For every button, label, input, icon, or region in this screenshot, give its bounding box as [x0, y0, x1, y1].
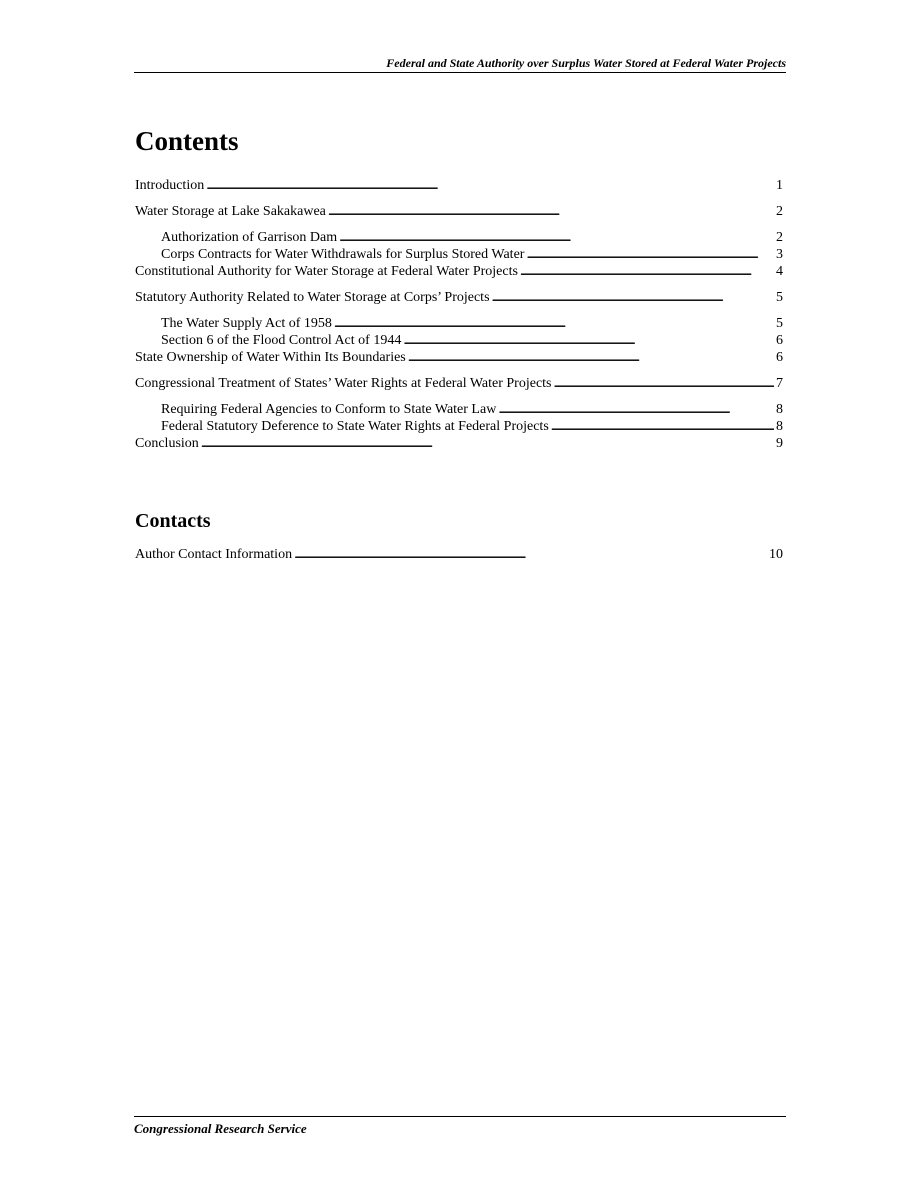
- dot-leader: [334, 315, 774, 332]
- toc-entry-title: Introduction: [135, 178, 205, 193]
- toc-entry-page: 9: [776, 436, 783, 451]
- toc-entry-title: Section 6 of the Flood Control Act of 1944: [161, 333, 402, 348]
- toc-entry-page: 8: [776, 419, 783, 434]
- dot-leader: [403, 332, 774, 349]
- dot-leader: [551, 418, 774, 435]
- contacts-list: [135, 546, 783, 563]
- toc-entry-corps-contracts[interactable]: [135, 246, 783, 263]
- toc-entry-title: State Ownership of Water Within Its Boundaries: [135, 350, 406, 365]
- toc-entry-section-6-flood-control-act[interactable]: [135, 332, 783, 349]
- contents-heading: Contents: [135, 126, 239, 156]
- toc-entry-page: 8: [776, 402, 783, 417]
- toc-entry-page: 5: [776, 290, 783, 305]
- toc-entry-page: 6: [776, 350, 783, 365]
- toc-entry-constitutional-authority[interactable]: [135, 263, 783, 280]
- dot-leader: [554, 375, 775, 392]
- dot-leader: [492, 289, 774, 306]
- running-header: Federal and State Authority over Surplus Water Stored at Federal Water Projects: [134, 56, 786, 73]
- toc-entry-page: 6: [776, 333, 783, 348]
- toc-entry-statutory-authority[interactable]: [135, 289, 783, 306]
- dot-leader: [201, 435, 774, 452]
- toc-entry-federal-statutory-deference[interactable]: [135, 418, 783, 435]
- toc-entry-title: Constitutional Authority for Water Storage at Federal Water Projects: [135, 264, 518, 279]
- dot-leader: [520, 263, 774, 280]
- toc-entry-title: Conclusion: [135, 436, 199, 451]
- toc-entry-conclusion[interactable]: [135, 435, 783, 452]
- toc-entry-page: 7: [776, 376, 783, 391]
- dot-leader: [526, 246, 774, 263]
- toc-entry-state-ownership-of-water[interactable]: [135, 349, 783, 366]
- toc-entry-introduction[interactable]: [135, 177, 783, 194]
- contacts-heading: Contacts: [135, 510, 211, 532]
- toc-entry-water-storage-lake-sakakawea[interactable]: [135, 203, 783, 220]
- toc-entry-title: Water Storage at Lake Sakakawea: [135, 204, 326, 219]
- toc-entry-title: The Water Supply Act of 1958: [161, 316, 332, 331]
- toc-entry-title: Statutory Authority Related to Water Storage at Corps’ Projects: [135, 290, 490, 305]
- toc-entry-title: Requiring Federal Agencies to Conform to State Water Law: [161, 402, 497, 417]
- toc-entry-title: Author Contact Information: [135, 547, 293, 562]
- dot-leader: [328, 203, 774, 220]
- toc-entry-page: 3: [776, 247, 783, 262]
- toc-entry-requiring-federal-agencies[interactable]: [135, 401, 783, 418]
- dot-leader: [408, 349, 774, 366]
- toc-entry-congressional-treatment[interactable]: [135, 375, 783, 392]
- toc-entry-title: Corps Contracts for Water Withdrawals for Surplus Stored Water: [161, 247, 525, 262]
- toc-entry-page: 5: [776, 316, 783, 331]
- dot-leader: [339, 229, 774, 246]
- toc-entry-authorization-garrison-dam[interactable]: [135, 229, 783, 246]
- toc-entry-page: 2: [776, 230, 783, 245]
- contents-list: [135, 177, 783, 452]
- toc-entry-title: Federal Statutory Deference to State Water Rights at Federal Projects: [161, 419, 549, 434]
- toc-entry-title: Authorization of Garrison Dam: [161, 230, 338, 245]
- dot-leader: [294, 546, 767, 563]
- toc-entry-page: 2: [776, 204, 783, 219]
- toc-entry-water-supply-act-1958[interactable]: [135, 315, 783, 332]
- page-footer: Congressional Research Service: [134, 1116, 786, 1137]
- toc-entry-page: 1: [776, 178, 783, 193]
- dot-leader: [498, 401, 774, 418]
- dot-leader: [206, 177, 774, 194]
- toc-entry-page: 10: [769, 547, 783, 562]
- toc-entry-page: 4: [776, 264, 783, 279]
- toc-entry-title: Congressional Treatment of States’ Water Rights at Federal Water Projects: [135, 376, 552, 391]
- toc-entry-author-contact-information[interactable]: [135, 546, 783, 563]
